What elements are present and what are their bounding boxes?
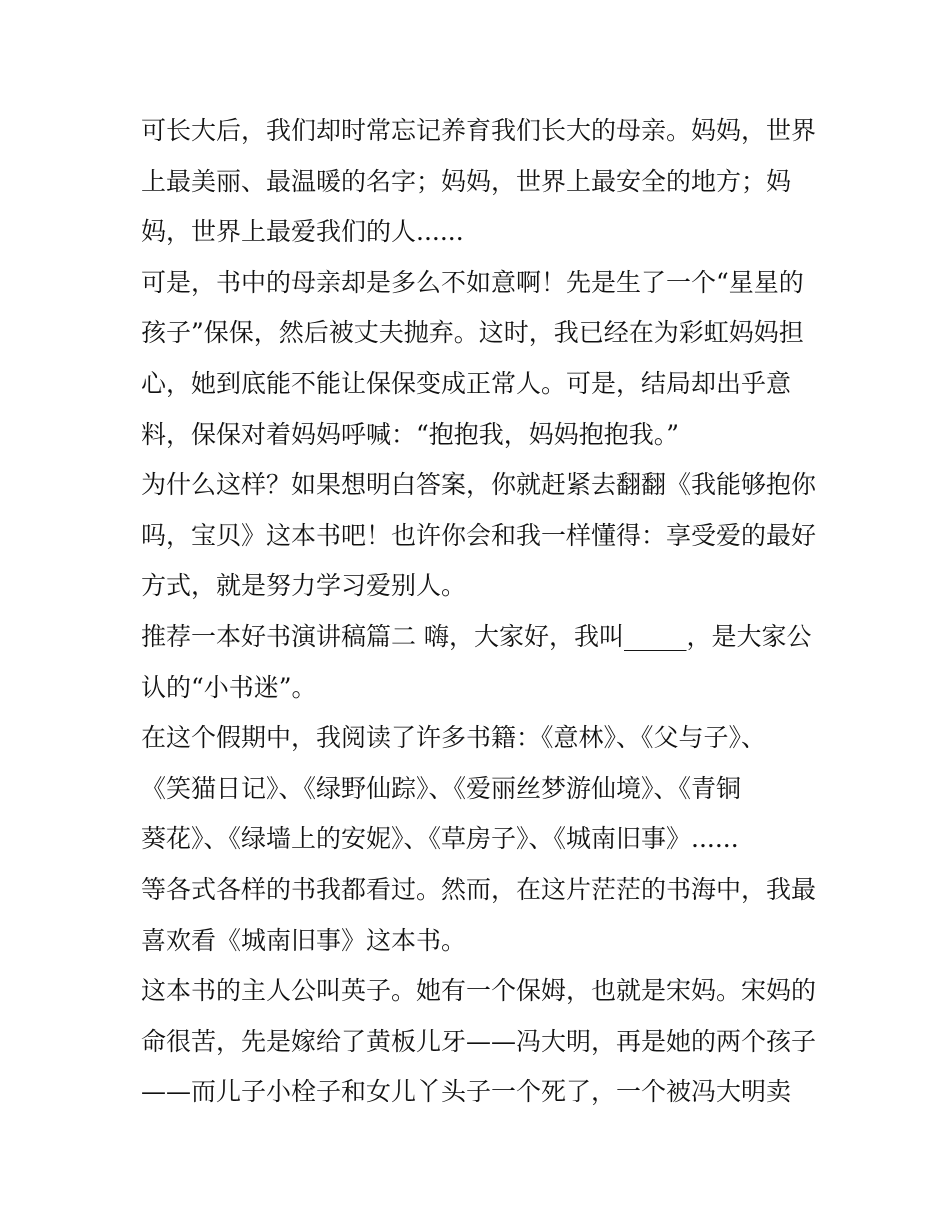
text-line: 方式，就是努力学习爱别人。: [141, 571, 467, 601]
text-line: 可是，书中的母亲却是多么不如意啊！先是生了一个“星星的: [141, 267, 804, 297]
text-line: 上最美丽、最温暖的名字；妈妈，世界上最安全的地方；妈: [141, 166, 792, 196]
text-line: 妈，世界上最爱我们的人......: [141, 217, 464, 247]
text-line: 命很苦，先是嫁给了黄板儿牙——冯大明，再是她的两个孩子: [141, 1026, 817, 1056]
text-line: ——而儿子小栓子和女儿丫头子一个死了，一个被冯大明卖: [141, 1077, 792, 1107]
document-body-text: [141, 106, 821, 1118]
text-line: 心，她到底能不能让保保变成正常人。可是，结局却出乎意: [141, 368, 792, 398]
text-line: 《笑猫日记》、《绿野仙踪》、《爱丽丝梦游仙境》、《青铜: [141, 773, 742, 803]
text-line: 认的“小书迷”。: [141, 672, 317, 702]
text-line: 喜欢看《城南旧事》这本书。: [141, 925, 467, 955]
text-line: 料，保保对着妈妈呼喊：“抱抱我，妈妈抱抱我。”: [141, 419, 680, 449]
text-line: 等各式各样的书我都看过。然而，在这片茫茫的书海中，我最: [141, 874, 817, 904]
text-line: 推荐一本好书演讲稿篇二 嗨，大家好，我叫_____，是大家公: [141, 621, 812, 651]
text-line: 在这个假期中，我阅读了许多书籍：《意林》、《父与子》、: [141, 723, 767, 753]
text-line: 这本书的主人公叫英子。她有一个保姆，也就是宋妈。宋妈的: [141, 976, 817, 1006]
text-line: 孩子”保保，然后被丈夫抛弃。这时，我已经在为彩虹妈妈担: [141, 318, 804, 348]
text-line: 为什么这样？如果想明白答案，你就赶紧去翻翻《我能够抱你: [141, 470, 817, 500]
text-line: 葵花》、《绿墙上的安妮》、《草房子》、《城南旧事》......: [141, 824, 739, 854]
text-line: 吗，宝贝》这本书吧！也许你会和我一样懂得：享受爱的最好: [141, 520, 817, 550]
text-line: 可长大后，我们却时常忘记养育我们长大的母亲。妈妈，世界: [141, 116, 817, 145]
